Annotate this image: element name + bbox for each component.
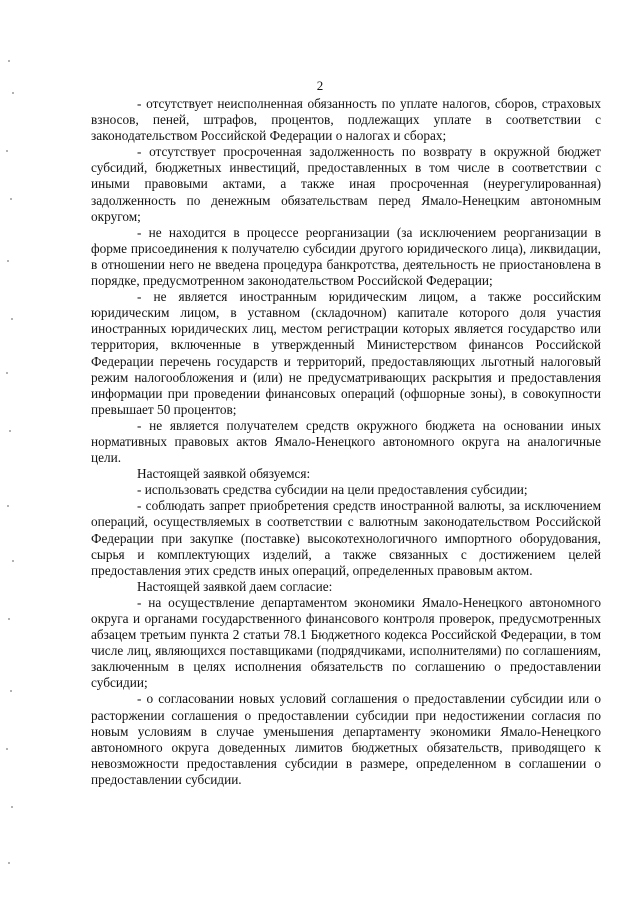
paragraph: Настоящей заявкой обязуемся: [137,466,311,482]
scan-edge-marks [0,0,30,905]
paragraph: Настоящей заявкой даем согласие: [137,578,333,594]
paragraph: - о согласовании новых условий соглашения о предоставлении субсидии или о расторжении соглашения о предоставлении субсидии при недостижении согласия по новым условиям в случае уменьшения департаменту экономики Ямало-Ненецкого автономного округа доведенных лимитов бюджетных обязательств, приводящего к невозможности предоставления субсидии в размере, определенном в соглашении о предоставлении субсидии. [91,691,601,787]
paragraph: - на осуществление департаментом экономики Ямало-Ненецкого автономного округа и органами государственного финансового контроля проверок, предусмотренных абзацем третьим пункта 2 статьи 78.1 Бюджетного кодекса Российской Федерации, в том числе лиц, являющихся поставщиками (подрядчиками, исполнителями) по соглашениям, заключенным в целях исполнения обязательств по соглашению о предоставлении субсидии; [91,594,601,691]
paragraph: - не находится в процессе реорганизации (за исключением реорганизации в форме присоединения к получателю субсидии другого юридического лица), ликвидации, в отношении него не введена процедура банкротства, деятельность не приостановлена в порядке, предусмотренном законодательством Российской Федерации; [91,224,601,289]
document-body [91,96,601,788]
page-number: 2 [316,78,324,93]
paragraph: - соблюдать запрет приобретения средств иностранной валюты, за исключением операций, осуществляемых в соответствии с валютным законодательством Российской Федерации при закупке (поставке) высокотехнологичного импортного оборудования, сырья и комплектующих изделий, а также связанных с достижением целей предоставления этих средств иных операций, определенных правовым актом. [91,498,601,578]
paragraph: - не является получателем средств окружного бюджета на основании иных нормативных правовых актов Ямало-Ненецкого автономного округа на аналогичные цели. [91,417,601,466]
paragraph: - не является иностранным юридическим лицом, а также российским юридическим лицом, в уставном (складочном) капитале которого доля участия иностранных юридических лиц, местом регистрации которых является государство или территория, включенные в утвержденный Министерством финансов Российской Федерации перечень государств и территорий, предоставляющих льготный налоговый режим налогообложения и (или) не предусматривающих раскрытия и предоставления информации при проведении финансовых операций (офшорные зоны), в совокупности превышает 50 процентов; [91,289,601,417]
paragraph: - отсутствует неисполненная обязанность по уплате налогов, сборов, страховых взносов, пеней, штрафов, процентов, подлежащих уплате в соответствии с законодательством Российской Федерации о налогах и сборах; [91,96,601,144]
paragraph: - отсутствует просроченная задолженность по возврату в окружной бюджет субсидий, бюджетных инвестиций, предоставленных в том числе в соответствии с иными правовыми актами, а также иная просроченная (неурегулированная) задолженность по денежным обязательствам перед Ямало-Ненецким автономным округом; [91,144,601,224]
paragraph: - использовать средства субсидии на цели предоставления субсидии; [137,482,528,498]
